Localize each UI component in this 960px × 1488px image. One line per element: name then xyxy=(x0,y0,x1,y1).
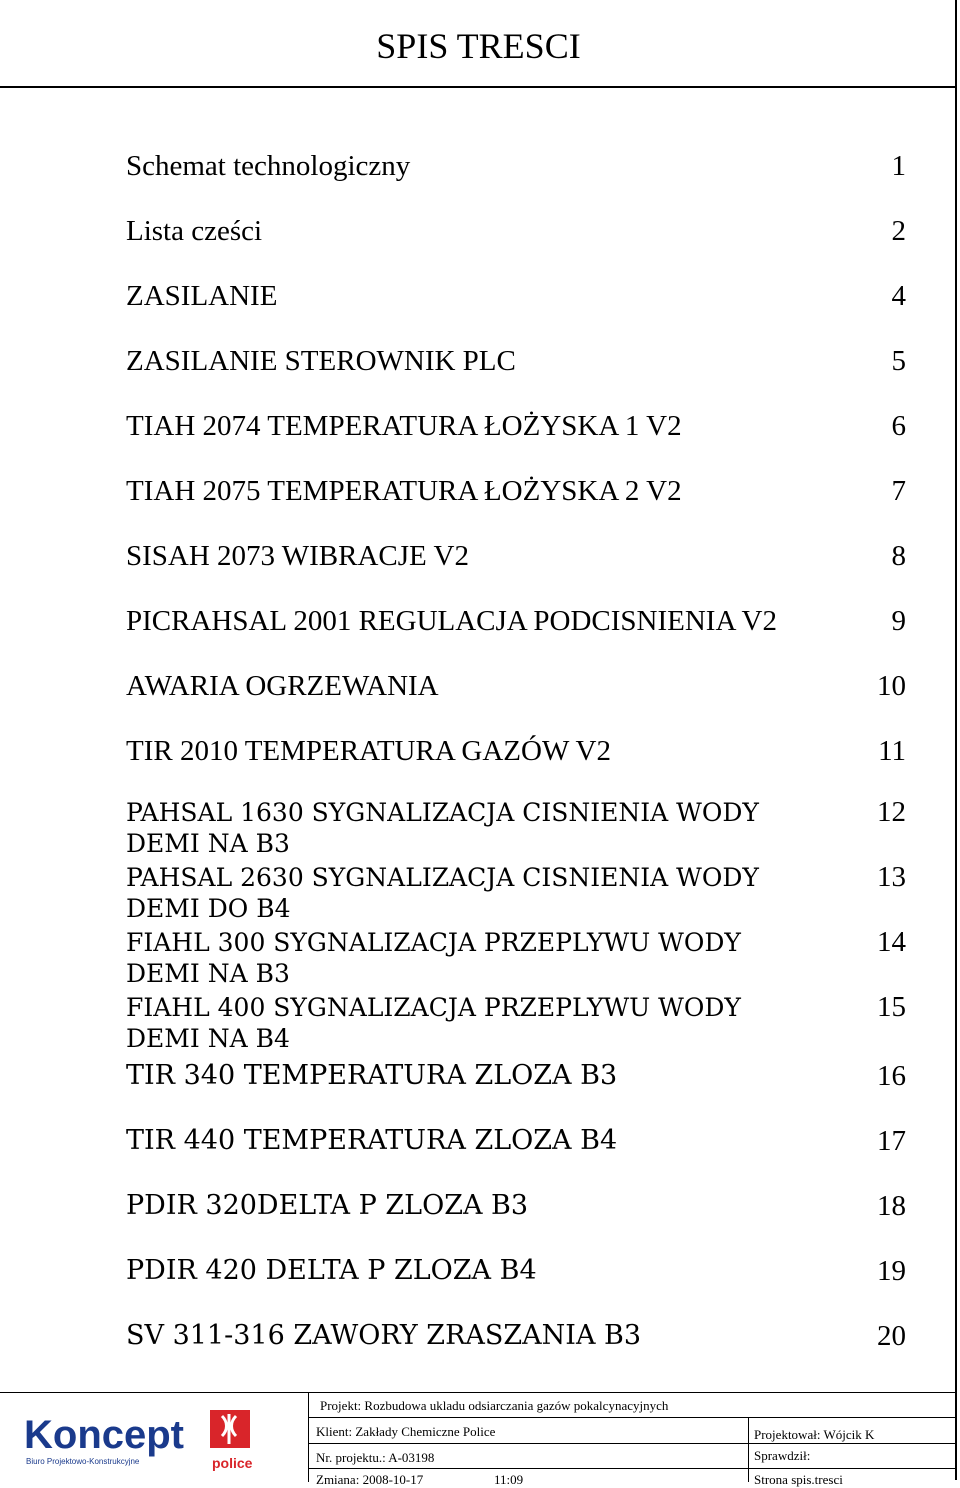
toc-entry-page: 17 xyxy=(877,1125,906,1157)
footer-row-rule-2 xyxy=(308,1443,957,1444)
footer-row-rule-3 xyxy=(308,1468,957,1469)
title-divider xyxy=(0,86,957,88)
toc-entry[interactable] xyxy=(126,862,906,927)
toc-entry-title: TIR 2010 TEMPERATURA GAZÓW V2 xyxy=(126,735,611,767)
toc-entry[interactable] xyxy=(126,277,906,342)
toc-entry-page: 11 xyxy=(878,735,906,767)
toc-entry-page: 8 xyxy=(891,540,906,572)
toc-entry-title: SV 311-316 ZAWORY ZRASZANIA B3 xyxy=(126,1320,642,1351)
sheet-id: Strona spis.tresci xyxy=(754,1472,843,1487)
toc-entry-title: FIAHL 300 SYGNALIZACJA PRZEPLYWU WODY DEMI NA B3 xyxy=(126,928,741,988)
toc-entry[interactable] xyxy=(126,472,906,537)
toc-entry[interactable] xyxy=(126,732,906,797)
toc-entry[interactable] xyxy=(126,537,906,602)
toc-entry-page: 13 xyxy=(877,861,906,893)
toc-entry-title: TIR 440 TEMPERATURA ZLOZA B4 xyxy=(126,1125,618,1156)
footer-divider-right xyxy=(748,1417,749,1482)
koncept-logo xyxy=(22,1408,262,1472)
toc-entry[interactable] xyxy=(126,147,906,212)
toc-entry-page: 10 xyxy=(877,670,906,702)
toc-entry[interactable] xyxy=(126,1122,906,1187)
page-title: SPIS TRESCI xyxy=(376,26,581,66)
toc-entry-page: 12 xyxy=(877,796,906,828)
toc-entry[interactable] xyxy=(126,927,906,992)
toc-entry-title: Schemat technologiczny xyxy=(126,150,411,182)
footer-top-rule xyxy=(0,1392,957,1393)
toc-entry-title: TIAH 2075 TEMPERATURA ŁOŻYSKA 2 V2 xyxy=(126,475,682,507)
toc-entry[interactable] xyxy=(126,1187,906,1252)
toc-entry-page: 14 xyxy=(877,926,906,958)
checked-by: Sprawdził: xyxy=(754,1448,811,1463)
footer-row-rule-1 xyxy=(308,1417,957,1418)
toc-entry-title: PDIR 320DELTA P ZLOZA B3 xyxy=(126,1190,529,1221)
toc-entry-page: 15 xyxy=(877,991,906,1023)
toc-entry[interactable] xyxy=(126,342,906,407)
toc-entry[interactable] xyxy=(126,1317,906,1382)
change-date: Zmiana: 2008-10-17 xyxy=(316,1472,424,1487)
police-emblem-icon xyxy=(210,1410,250,1448)
change-time: 11:09 xyxy=(494,1472,524,1487)
logo-police-text: police xyxy=(212,1455,253,1471)
toc-entry-page: 5 xyxy=(891,345,906,377)
logo-wordmark: Koncept xyxy=(24,1413,184,1457)
toc-entry-page: 16 xyxy=(877,1060,906,1092)
toc-entry-title: Lista cześci xyxy=(126,215,263,247)
toc-entry-page: 18 xyxy=(877,1190,906,1222)
project-number: Nr. projektu.: A-03198 xyxy=(316,1450,435,1465)
toc-entry-title: AWARIA OGRZEWANIA xyxy=(126,670,439,702)
toc-entry-page: 19 xyxy=(877,1255,906,1287)
toc-entry[interactable] xyxy=(126,667,906,732)
toc-entry-title: TIR 340 TEMPERATURA ZLOZA B3 xyxy=(126,1060,618,1091)
toc-entry-title: PAHSAL 1630 SYGNALIZACJA CISNIENIA WODY DEMI NA B3 xyxy=(126,798,759,858)
toc-entry-page: 2 xyxy=(891,215,906,247)
logo-subtitle: Biuro Projektowo-Konstrukcyjne xyxy=(26,1457,140,1466)
page-frame-right xyxy=(955,0,957,1480)
table-of-contents xyxy=(126,147,906,1382)
toc-entry-title: PDIR 420 DELTA P ZLOZA B4 xyxy=(126,1255,537,1286)
project-name: Projekt: Rozbudowa ukladu odsiarczania gazów pokalcynacyjnych xyxy=(320,1398,669,1413)
toc-entry-page: 1 xyxy=(891,150,906,182)
toc-entry[interactable] xyxy=(126,212,906,277)
toc-entry-title: ZASILANIE xyxy=(126,280,278,312)
toc-entry[interactable] xyxy=(126,407,906,472)
toc-entry-page: 4 xyxy=(891,280,906,312)
toc-entry-title: PAHSAL 2630 SYGNALIZACJA CISNIENIA WODY DEMI DO B4 xyxy=(126,863,759,923)
toc-entry-title: FIAHL 400 SYGNALIZACJA PRZEPLYWU WODY DEMI NA B4 xyxy=(126,993,741,1053)
toc-entry-page: 6 xyxy=(891,410,906,442)
toc-entry-page: 7 xyxy=(891,475,906,507)
toc-entry-page: 20 xyxy=(877,1320,906,1352)
toc-entry[interactable] xyxy=(126,1252,906,1317)
toc-entry-title: TIAH 2074 TEMPERATURA ŁOŻYSKA 1 V2 xyxy=(126,410,682,442)
toc-entry-page: 9 xyxy=(891,605,906,637)
client-name: Klient: Zakłady Chemiczne Police xyxy=(316,1424,496,1439)
designer: Projektował: Wójcik K xyxy=(754,1427,875,1442)
toc-entry-title: PICRAHSAL 2001 REGULACJA PODCISNIENIA V2 xyxy=(126,605,777,637)
toc-entry[interactable] xyxy=(126,992,906,1057)
toc-entry[interactable] xyxy=(126,797,906,862)
toc-entry-title: ZASILANIE STEROWNIK PLC xyxy=(126,345,516,377)
toc-entry[interactable] xyxy=(126,1057,906,1122)
toc-entry[interactable] xyxy=(126,602,906,667)
toc-entry-title: SISAH 2073 WIBRACJE V2 xyxy=(126,540,469,572)
